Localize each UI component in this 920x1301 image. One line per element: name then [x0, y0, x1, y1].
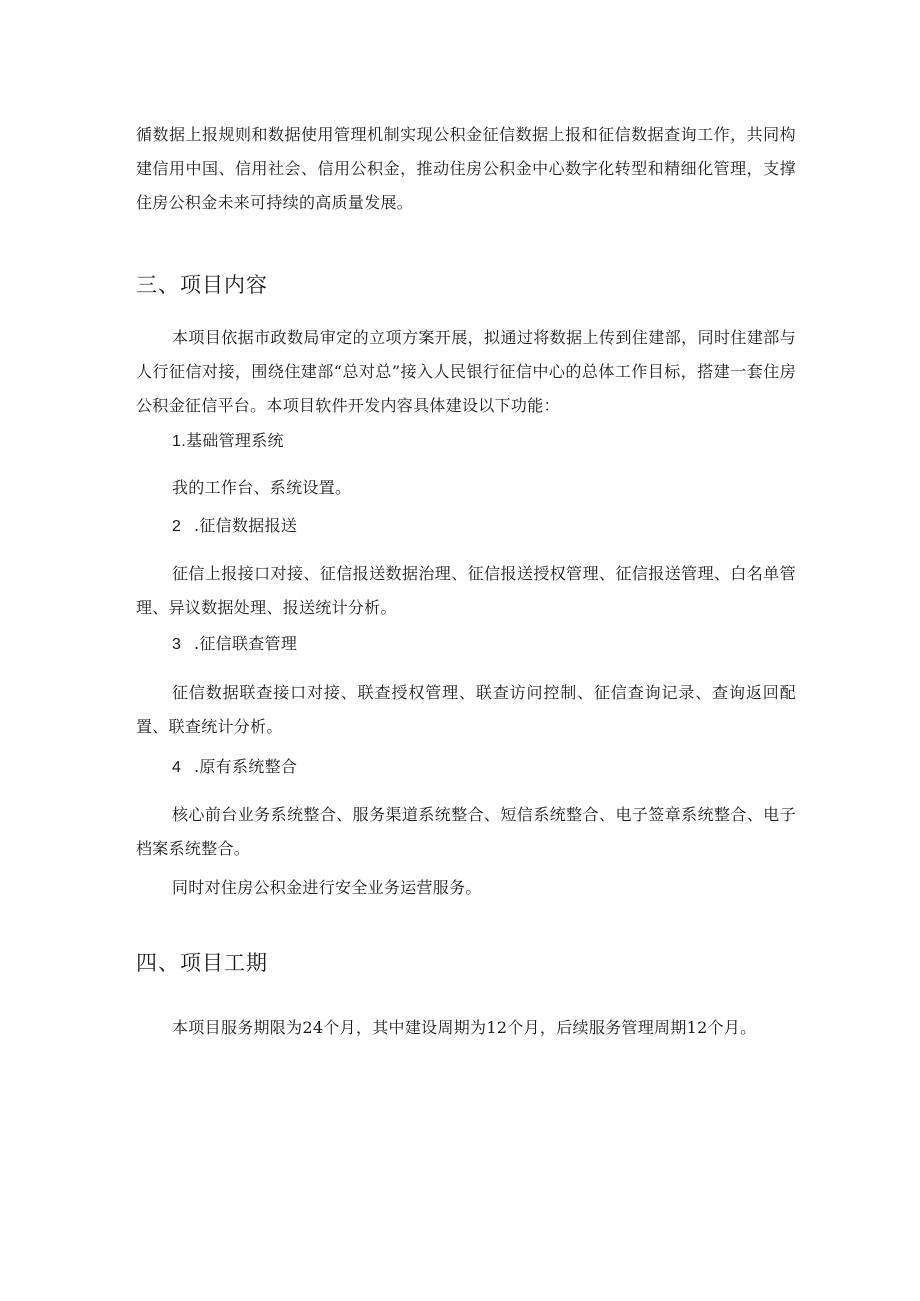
- item-3-title-line: [172, 632, 297, 657]
- item-4-number: 4: [172, 759, 182, 776]
- item-4-title-line: [172, 755, 297, 780]
- section-3-heading: 三、项目内容: [136, 273, 268, 297]
- item-3-number: 3: [172, 636, 182, 653]
- item-2-title: .征信数据报送: [194, 516, 298, 535]
- item-1-title: 基础管理系统: [186, 431, 284, 450]
- item-1-number: 1.: [172, 433, 186, 450]
- item-3-title: .征信联查管理: [194, 634, 298, 653]
- section-3-closing: 同时对住房公积金进行安全业务运营服务。: [172, 878, 482, 897]
- item-2-number: 2: [172, 518, 182, 535]
- item-2-title-line: [172, 514, 297, 539]
- item-4-title: .原有系统整合: [194, 757, 298, 776]
- intro-paragraph: 循数据上报规则和数据使用管理机制实现公积金征信数据上报和征信数据查询工作，共同构建信用中国、信用社会、信用公积金，推动住房公积金中心数字化转型和精细化管理，支撑住房公积金未来可持续的高质量发展。: [136, 125, 796, 212]
- section-3-paragraph: 本项目依据市政数局审定的立项方案开展，拟通过将数据上传到住建部，同时住建部与人行征信对接，围绕住建部“总对总”接入人民银行征信中心的总体工作目标，搭建一套住房公积金征信平台。本项目软件开发内容具体建设以下功能：: [136, 328, 796, 415]
- item-3-description: 征信数据联查接口对接、联查授权管理、联查访问控制、征信查询记录、查询返回配置、联查统计分析。: [136, 683, 796, 736]
- item-1-description: 我的工作台、系统设置。: [172, 478, 352, 497]
- section-4-heading: 四、项目工期: [136, 951, 268, 975]
- section-4-paragraph: 本项目服务期限为24个月，其中建设周期为12个月，后续服务管理周期12个月。: [172, 1018, 757, 1037]
- item-1-title-line: [172, 429, 284, 454]
- item-2-description: 征信上报接口对接、征信报送数据治理、征信报送授权管理、征信报送管理、白名单管理、异议数据处理、报送统计分析。: [136, 564, 796, 617]
- item-4-description: 核心前台业务系统整合、服务渠道系统整合、短信系统整合、电子签章系统整合、电子档案系统整合。: [136, 805, 796, 858]
